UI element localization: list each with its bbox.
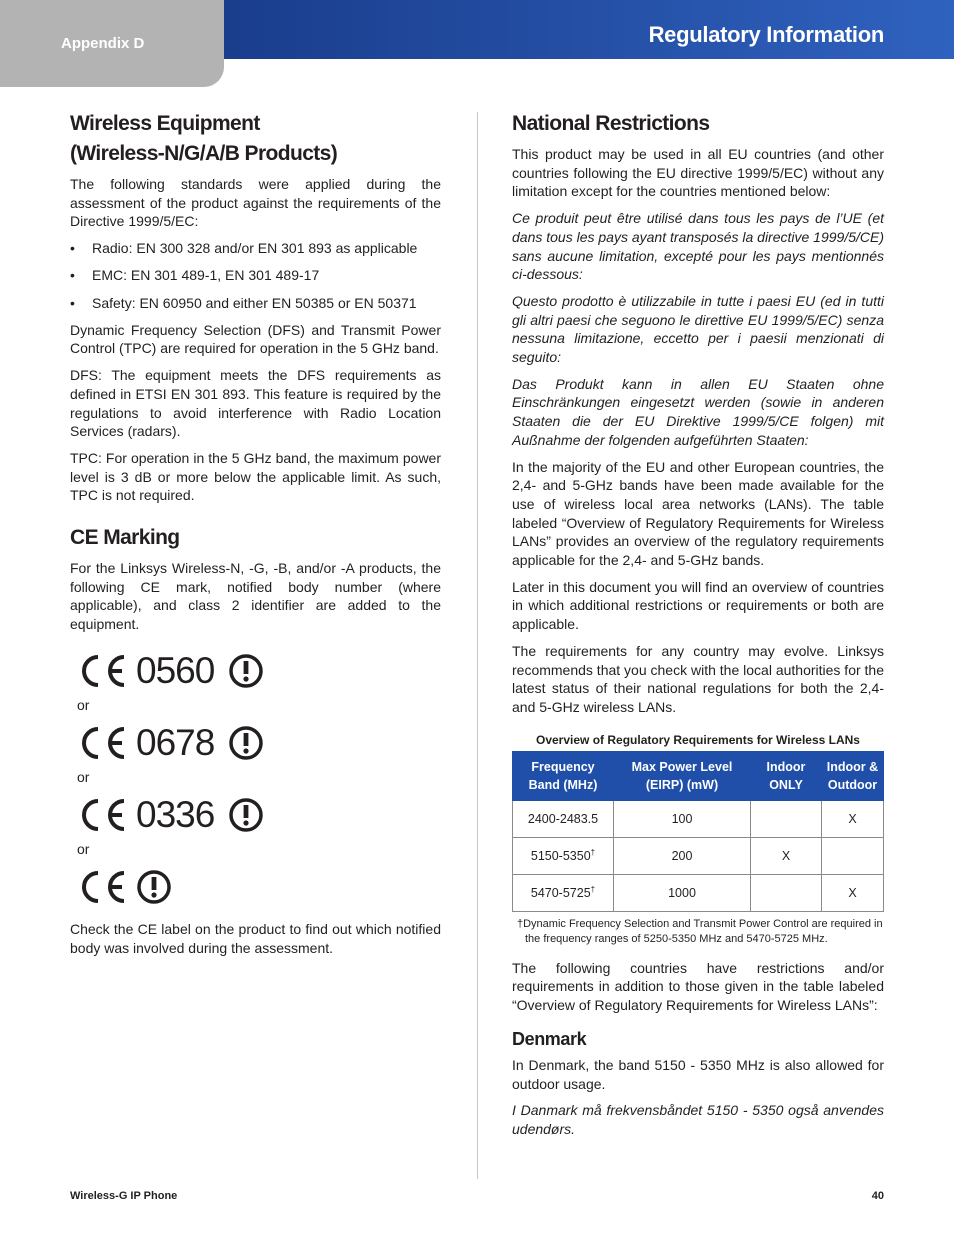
regulatory-table bbox=[512, 751, 884, 912]
ce-logo-icon bbox=[76, 651, 128, 691]
outdoor-cell: X bbox=[822, 800, 884, 837]
ce-logo-icon bbox=[76, 795, 128, 835]
or-label: or bbox=[77, 696, 90, 713]
denmark-da: I Danmark må frekvensbåndet 5150 - 5350 også anvendes udendørs. bbox=[512, 1102, 884, 1137]
header-indoor-outdoor: Indoor & Outdoor bbox=[822, 751, 884, 800]
restrictions-de: Das Produkt kann in allen EU Staaten ohne Einschränkungen eingesetzt werden (sowie in anderen Staaten die der EU Direktive 1999/5/CE folgen) mit Außnahme der folgenden aufgeführten Staaten: bbox=[512, 375, 884, 448]
appendix-label: Appendix D bbox=[61, 35, 145, 52]
wireless-equipment-heading bbox=[70, 109, 441, 169]
alert-icon bbox=[136, 869, 172, 905]
dfs-intro: Dynamic Frequency Selection (DFS) and Transmit Power Control (TPC) are required for operation in the 5 GHz band. bbox=[70, 321, 441, 357]
header-bar bbox=[224, 0, 954, 59]
table-row bbox=[513, 800, 884, 837]
table-footnote: †Dynamic Frequency Selection and Transmit Power Control are required in the frequency ranges of 5250-5350 MHz and 5470-5725 MHz. bbox=[517, 917, 883, 945]
page-number: 40 bbox=[871, 1190, 884, 1202]
band-cell: 5150-5350† bbox=[513, 837, 614, 874]
list-item: • Radio: EN 300 328 and/or EN 301 893 as applicable bbox=[70, 240, 418, 257]
majority-paragraph: In the majority of the EU and other European countries, the 2,4- and 5-GHz bands have been made available for the use of wireless local area networks (LANs). The table labeled “Overview of Regulatory Requirements for Wireless LANs” provides an overview of the regulatory requirements applicable for the 2,4- and 5-GHz bands. bbox=[512, 458, 884, 569]
restrictions-fr: Ce produit peut être utilisé dans tous les pays de l’UE (et dans tous les pays ayant transposés la directive 1999/5/CE) sans aucune limitation, excepté pour les pays mentionnés ci-dessous: bbox=[512, 210, 884, 283]
table-row bbox=[513, 837, 884, 874]
header-max-power: Max Power Level (EIRP) (mW) bbox=[614, 751, 751, 800]
header-indoor-only: Indoor ONLY bbox=[751, 751, 822, 800]
tpc-text: TPC: For operation in the 5 GHz band, the maximum power level is 3 dB or more below the applicable limit. As such, TPC is not required. bbox=[70, 449, 441, 504]
indoor-cell: X bbox=[751, 837, 822, 874]
ce-mark-row bbox=[76, 864, 441, 910]
ce-check-text: Check the CE label on the product to find out which notified body was involved during the assessment. bbox=[70, 920, 441, 956]
restrictions-it: Questo prodotto è utilizzabile in tutte i paesi EU (ed in tutti gli altri paesi che seguono le direttive EU 1999/5/EC) senza nessuna limitazione, eccetto per i paesii menzionati di seguito: bbox=[512, 292, 884, 366]
band-cell: 2400-2483.5 bbox=[513, 800, 614, 837]
wireless-title-line-1: Wireless Equipment bbox=[70, 112, 260, 135]
bullet: • bbox=[70, 267, 75, 284]
restrictions-en: This product may be used in all EU countries (and other countries following the EU directive 1999/5/EC) without any limitation except for the countries mentioned below: bbox=[512, 146, 884, 200]
ce-mark-row bbox=[76, 792, 441, 838]
indoor-cell bbox=[751, 874, 822, 911]
ce-marking-heading: CE Marking bbox=[70, 526, 180, 550]
later-paragraph: Later in this document you will find an overview of countries in which additional restrictions or requirements or both are applicable. bbox=[512, 578, 884, 633]
outdoor-cell: X bbox=[822, 874, 884, 911]
footer-product: Wireless-G IP Phone bbox=[70, 1190, 178, 1202]
outdoor-cell bbox=[822, 837, 884, 874]
list-item: • EMC: EN 301 489-1, EN 301 489-17 bbox=[70, 267, 320, 284]
ce-logo-icon bbox=[76, 867, 128, 907]
denmark-en: In Denmark, the band 5150 - 5350 MHz is also allowed for outdoor usage. bbox=[512, 1056, 884, 1092]
power-cell: 200 bbox=[614, 837, 751, 874]
ce-mark-row bbox=[76, 648, 441, 694]
evolve-paragraph: The requirements for any country may evolve. Linksys recommends that you check with the local authorities for the latest status of their national regulations for both the 2,4- and 5-GHz wireless LANs. bbox=[512, 642, 884, 715]
right-column bbox=[512, 109, 884, 1147]
ce-mark-row bbox=[76, 720, 441, 766]
ce-intro: For the Linksys Wireless-N, -G, -B, and/or -A products, the following CE mark, notified body number (where applicable), and class 2 identifier are added to the equipment. bbox=[70, 560, 441, 633]
bullet: • bbox=[70, 240, 75, 257]
notified-body-number: 0678 bbox=[136, 721, 215, 763]
indoor-cell bbox=[751, 800, 822, 837]
ce-marks bbox=[70, 648, 441, 910]
bullet: • bbox=[70, 294, 75, 311]
alert-icon bbox=[228, 653, 264, 689]
left-column bbox=[70, 109, 441, 965]
standards-intro: The following standards were applied during the assessment of the product against the requirements of the Directive 1999/5/EC: bbox=[70, 176, 441, 230]
power-cell: 1000 bbox=[614, 874, 751, 911]
or-label: or bbox=[77, 840, 90, 857]
national-restrictions-heading: National Restrictions bbox=[512, 112, 710, 135]
header-frequency: Frequency Band (MHz) bbox=[513, 751, 614, 800]
following-countries-paragraph: The following countries have restrictions and/or requirements in addition to those given in the table labeled “Overview of Regulatory Requirements for Wireless LANs”: bbox=[512, 959, 884, 1014]
alert-icon bbox=[228, 725, 264, 761]
power-cell: 100 bbox=[614, 800, 751, 837]
alert-icon bbox=[228, 797, 264, 833]
wireless-title-line-2: (Wireless-N/G/A/B Products) bbox=[70, 142, 338, 165]
table-caption: Overview of Regulatory Requirements for Wireless LANs bbox=[536, 732, 860, 747]
dfs-text: DFS: The equipment meets the DFS requirements as defined in ETSI EN 301 893. This feature is required by the regulations to avoid interference with Radio Location Services (radars). bbox=[70, 367, 441, 440]
list-item: • Safety: EN 60950 and either EN 50385 or EN 50371 bbox=[70, 294, 417, 311]
denmark-heading: Denmark bbox=[512, 1028, 587, 1049]
standards-list bbox=[70, 239, 441, 312]
notified-body-number: 0336 bbox=[136, 793, 215, 835]
or-label: or bbox=[77, 768, 90, 785]
table-row bbox=[513, 874, 884, 911]
page-title: Regulatory Information bbox=[648, 22, 884, 47]
table-header-row bbox=[513, 751, 884, 800]
column-divider bbox=[477, 112, 478, 1179]
appendix-tab bbox=[0, 0, 224, 87]
notified-body-number: 0560 bbox=[136, 649, 215, 691]
ce-logo-icon bbox=[76, 723, 128, 763]
band-cell: 5470-5725† bbox=[513, 874, 614, 911]
